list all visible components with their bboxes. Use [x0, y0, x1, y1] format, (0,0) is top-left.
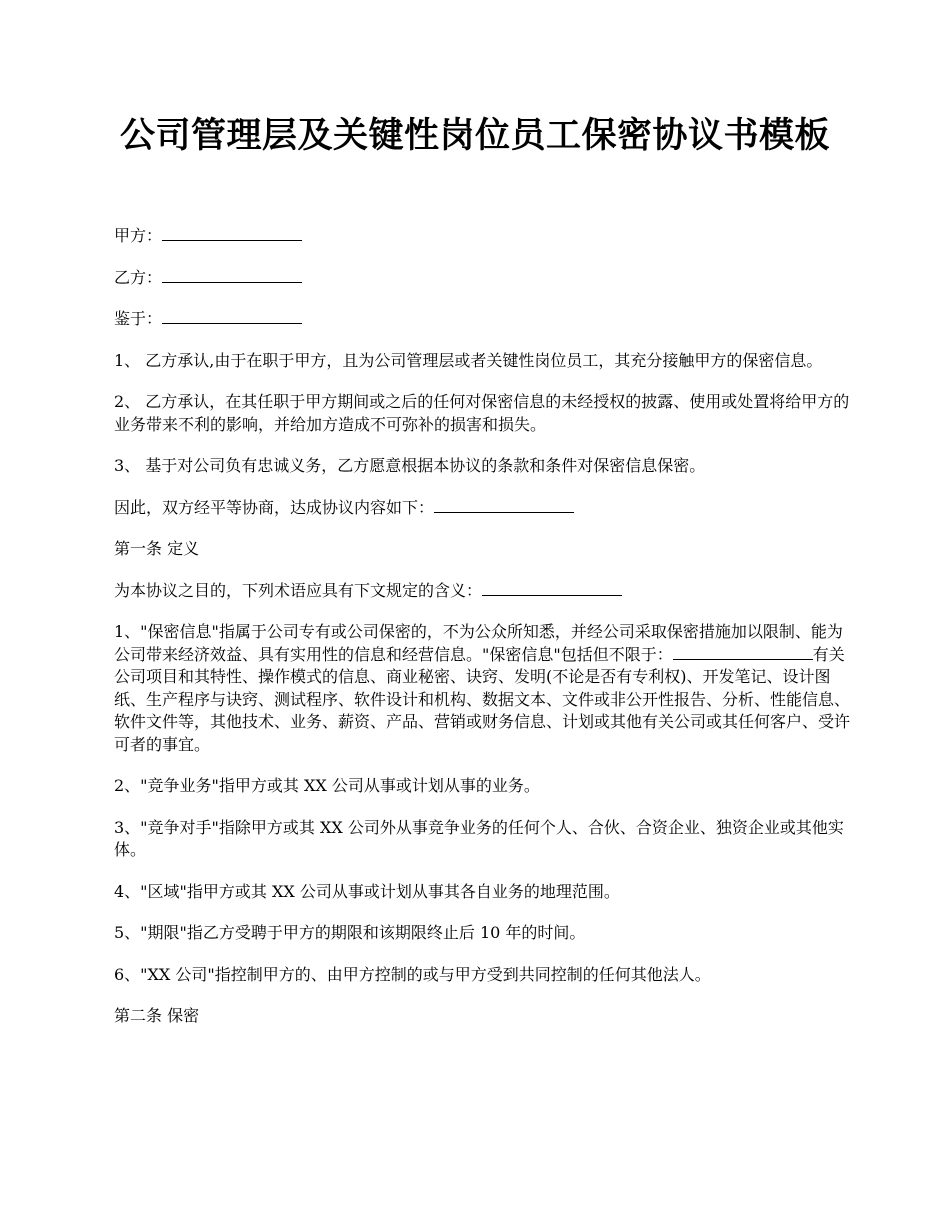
therefore-line: [114, 497, 854, 520]
whereas-label: 鉴于：: [114, 309, 163, 328]
whereas-line: [114, 308, 854, 331]
definition-3: 3、"竞争对手"指除甲方或其 XX 公司外从事竞争业务的任何个人、合伙、合资企业、独资企业或其他实体。: [114, 817, 844, 859]
definitions-intro: 为本协议之目的，下列术语应具有下文规定的含义：: [114, 580, 483, 600]
party-a-blank: [162, 239, 302, 241]
whereas-blank: [162, 322, 302, 324]
definition-1: [114, 621, 854, 756]
therefore-text: 因此，双方经平等协商，达成协议内容如下：: [114, 497, 435, 517]
definition-4: 4、"区域"指甲方或其 XX 公司从事或计划从事其各自业务的地理范围。: [114, 881, 620, 901]
recital-2: 2、 乙方承认，在其任职于甲方期间或之后的任何对保密信息的未经授权的披露、使用或处置将给甲方的业务带来不利的影响，并给加方造成不可弥补的损害和损失。: [114, 392, 850, 434]
definition-1-part2: 有关公司项目和其特性、操作模式的信息、商业秘密、诀窍、发明(不论是否有专利权)、开发笔记、设计图纸、生产程序与诀窍、测试程序、软件设计和机构、数据文本、文件或非公开性报告、分析、性能信息、软件文件等，其他技术、业务、薪资、产品、营销或财务信息、计划或其他有关公司或其任何客户、受许可者的事宜。: [114, 644, 851, 754]
definitions-intro-blank: [482, 594, 622, 596]
party-a-line: [114, 225, 854, 248]
party-a-label: 甲方：: [114, 226, 163, 245]
recital-1: 1、 乙方承认,由于在职于甲方，且为公司管理层或者关键性岗位员工，其充分接触甲方的保密信息。: [114, 350, 823, 370]
party-b-blank: [162, 281, 302, 283]
document-title: 公司管理层及关键性岗位员工保密协议书模板: [119, 116, 830, 156]
definition-5: 5、"期限"指乙方受聘于甲方的期限和该期限终止后 10 年的时间。: [114, 923, 586, 942]
recital-3: 3、 基于对公司负有忠诚义务，乙方愿意根据本协议的条款和条件对保密信息保密。: [114, 456, 706, 475]
party-b-line: [114, 267, 854, 290]
article-1-heading: 第一条 定义: [114, 539, 200, 558]
definitions-intro-line: [114, 580, 854, 603]
therefore-blank: [434, 511, 574, 513]
party-b-label: 乙方：: [114, 267, 163, 287]
article-2-heading: 第二条 保密: [114, 1006, 200, 1025]
definition-2: 2、"竞争业务"指甲方或其 XX 公司从事或计划从事的业务。: [114, 776, 540, 795]
definition-1-part1: 1、"保密信息"指属于公司专有或公司保密的，不为公众所知悉，并经公司采取保密措施加以限制、能为公司带来经济效益、具有实用性的信息和经营信息。"保密信息"包括但不限于：: [114, 622, 843, 664]
document-body: [114, 225, 854, 1047]
definition-1-blank: [673, 658, 813, 660]
definition-6: 6、"XX 公司"指控制甲方的、由甲方控制的或与甲方受到共同控制的任何其他法人。: [114, 964, 711, 984]
